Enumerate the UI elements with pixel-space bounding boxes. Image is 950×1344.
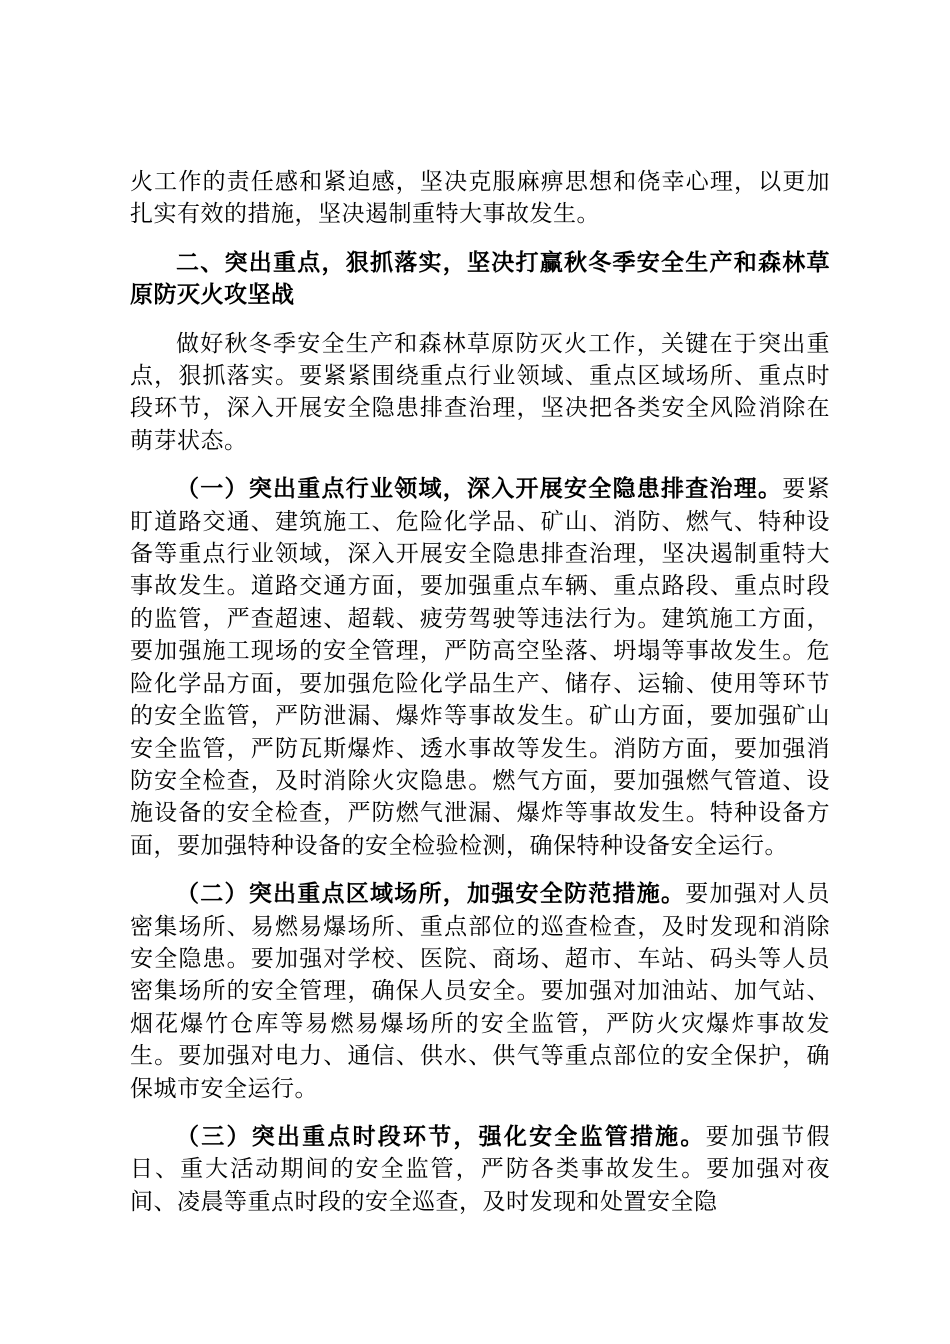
- section-heading-text: 二、突出重点，狠抓落实，坚决打赢秋冬季安全生产和森林草原防灭火攻坚战: [130, 248, 830, 309]
- subsection-heading: （一）突出重点行业领域，深入开展安全隐患排查治理。: [176, 475, 783, 503]
- paragraph-text: 做好秋冬季安全生产和森林草原防灭火工作，关键在于突出重点，狠抓落实。要紧紧围绕重点行业领域、重点区域场所、重点时段环节，深入开展安全隐患排查治理，坚决把各类安全风险消除在萌芽状态。: [130, 330, 830, 454]
- paragraph-subsection-1: [130, 473, 830, 862]
- paragraph-text: 要加强对人员密集场所、易燃易爆场所、重点部位的巡查检查，及时发现和消除安全隐患。要加强对学校、医院、商场、超市、车站、码头等人员密集场所的安全管理，确保人员安全。要加强对加油站、加气站、烟花爆竹仓库等易燃易爆场所的安全监管，严防火灾爆炸事故发生。要加强对电力、通信、供水、供气等重点部位的安全保护，确保城市安全运行。: [130, 881, 830, 1102]
- subsection-heading: （二）突出重点区域场所，加强安全防范措施。: [176, 880, 686, 908]
- section-heading-2: [130, 247, 830, 312]
- subsection-heading: （三）突出重点时段环节，强化安全监管措施。: [176, 1122, 706, 1150]
- document-page: [130, 166, 830, 1234]
- paragraph-text: 火工作的责任感和紧迫感，坚决克服麻痹思想和侥幸心理，以更加扎实有效的措施，坚决遏制重特大事故发生。: [130, 169, 830, 228]
- paragraph-subsection-2: [130, 878, 830, 1105]
- paragraph-text: 要加强节假日、重大活动期间的安全监管，严防各类事故发生。要加强对夜间、凌晨等重点时段的安全巡查，及时发现和处置安全隐: [130, 1123, 831, 1215]
- paragraph-subsection-3: [130, 1121, 830, 1218]
- paragraph-continuation: [130, 166, 830, 231]
- paragraph-intro: [130, 328, 830, 458]
- paragraph-text: 要紧盯道路交通、建筑施工、危险化学品、矿山、消防、燃气、特种设备等重点行业领域，深入开展安全隐患排查治理，坚决遏制重特大事故发生。道路交通方面，要加强重点车辆、重点路段、重点时段的监管，严查超速、超载、疲劳驾驶等违法行为。建筑施工方面，要加强施工现场的安全管理，严防高空坠落、坍塌等事故发生。危险化学品方面，要加强危险化学品生产、储存、运输、使用等环节的安全监管，严防泄漏、爆炸等事故发生。矿山方面，要加强矿山安全监管，严防瓦斯爆炸、透水事故等发生。消防方面，要加强消防安全检查，及时消除火灾隐患。燃气方面，要加强燃气管道、设施设备的安全检查，严防燃气泄漏、爆炸等事故发生。特种设备方面，要加强特种设备的安全检验检测，确保特种设备安全运行。: [130, 476, 830, 859]
